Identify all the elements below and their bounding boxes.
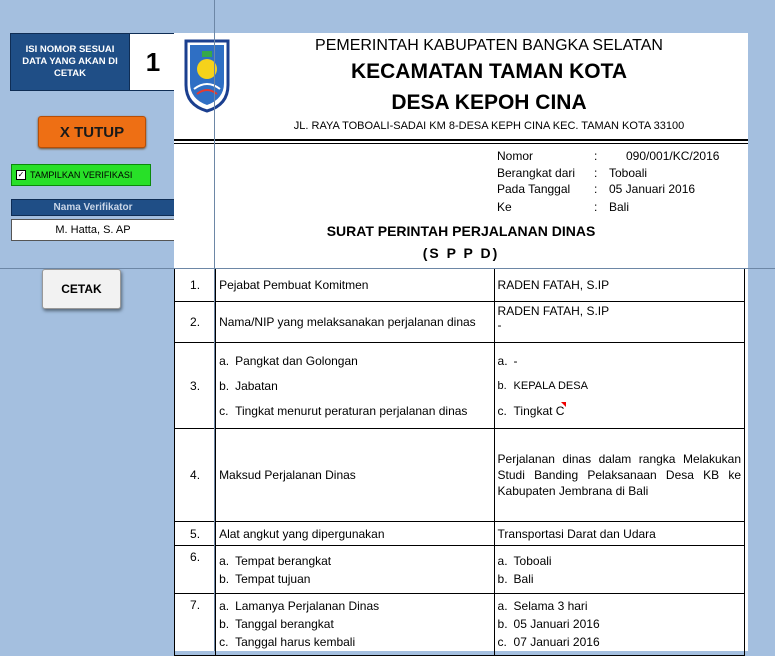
sub-value: a. Selama 3 hari	[497, 599, 588, 613]
verifier-name-field[interactable]: M. Hatta, S. AP	[11, 219, 175, 241]
letterhead-government: PEMERINTAH KABUPATEN BANGKA SELATAN	[315, 37, 663, 54]
table-row	[175, 343, 745, 429]
letterhead-divider-thin	[174, 143, 748, 144]
letterhead-village: DESA KEPOH CINA	[391, 91, 587, 114]
row-number: 5.	[175, 522, 216, 546]
table-row	[175, 269, 745, 302]
show-verification-checkbox[interactable]	[11, 164, 151, 186]
meta-value: Bali	[609, 200, 630, 214]
show-verification-label: TAMPILKAN VERIFIKASI	[30, 170, 133, 180]
table-row	[175, 546, 745, 594]
row-number: 3.	[175, 343, 216, 429]
meta-value: 090/001/KC/2016	[626, 149, 720, 163]
sub-value: b. 05 Januari 2016	[497, 617, 600, 631]
row-value: Transportasi Darat dan Udara	[494, 522, 744, 546]
row-label: Maksud Perjalanan Dinas	[216, 429, 494, 522]
meta-colon: :	[594, 149, 598, 163]
row-number: 6.	[175, 546, 216, 594]
sub-value: c. 07 Januari 2016	[497, 635, 600, 649]
meta-colon: :	[594, 166, 598, 180]
row-number: 4.	[175, 429, 216, 522]
sub-value: b. KEPALA DESA	[497, 379, 588, 392]
letterhead-address: JL. RAYA TOBOALI-SADAI KM 8-DESA KEPH CINA KEC. TAMAN KOTA 33100	[293, 120, 685, 132]
sub-item: a. Pangkat dan Golongan	[219, 353, 358, 368]
row-value: Perjalanan dinas dalam rangka Melakukan Studi Banding Pelaksanaan Desa KB ke Kabupaten Jembrana di Bali	[494, 429, 744, 522]
table-row	[175, 302, 745, 343]
row-label-cell	[216, 546, 494, 594]
sub-value: a. -	[497, 353, 518, 368]
print-button[interactable]: CETAK	[42, 269, 121, 309]
letterhead-divider	[174, 139, 748, 141]
checkbox-check-icon[interactable]: ✓	[17, 170, 25, 179]
meta-label: Ke	[497, 200, 512, 214]
row-value: RADEN FATAH, S.IP	[494, 269, 744, 302]
sub-item: b. Tanggal berangkat	[219, 617, 334, 631]
document-subtitle: (S P P D)	[422, 245, 500, 261]
meta-colon: :	[594, 182, 598, 196]
row-number: 1.	[175, 269, 216, 302]
meta-label: Nomor	[497, 149, 534, 163]
sub-value: a. Toboali	[497, 553, 552, 568]
sheet-split-horizontal[interactable]	[0, 268, 775, 269]
record-number-instruction: ISI NOMOR SESUAI DATA YANG AKAN DI CETAK	[11, 34, 130, 90]
row-number: 7.	[175, 594, 216, 656]
sheet-split-vertical[interactable]	[214, 0, 215, 651]
row-value-cell	[494, 302, 744, 343]
close-button[interactable]: X TUTUP	[38, 116, 146, 148]
regency-emblem-icon	[182, 39, 232, 113]
sub-item: b. Jabatan	[219, 378, 278, 393]
table-row	[175, 522, 745, 546]
sub-value: b. Bali	[497, 571, 534, 586]
record-number-input[interactable]: 1	[130, 34, 176, 90]
row-number: 2.	[175, 302, 216, 343]
table-row	[175, 594, 745, 656]
row-value-cell	[494, 546, 744, 594]
row-label-cell	[216, 343, 494, 429]
sppd-table	[174, 268, 745, 656]
sub-item: c. Tanggal harus kembali	[219, 635, 356, 649]
sub-value: c. Tingkat C	[497, 403, 565, 418]
meta-label: Pada Tanggal	[497, 182, 571, 196]
sub-item: a. Tempat berangkat	[219, 553, 332, 568]
table-row	[175, 429, 745, 522]
verifier-header: Nama Verifikator	[11, 199, 175, 216]
comment-marker[interactable]: Tingkat C	[513, 403, 565, 418]
meta-value: 05 Januari 2016	[609, 182, 696, 196]
sub-item: a. Lamanya Perjalanan Dinas	[219, 599, 380, 613]
row-value-cell	[494, 343, 744, 429]
row-label: Alat angkut yang dipergunakan	[216, 522, 494, 546]
row-value: RADEN FATAH, S.IP	[497, 304, 610, 318]
row-value-nip: -	[497, 318, 502, 332]
row-label: Pejabat Pembuat Komitmen	[216, 269, 494, 302]
meta-colon: :	[594, 200, 598, 214]
row-label: Nama/NIP yang melaksanakan perjalanan dinas	[216, 302, 494, 343]
meta-value: Toboali	[609, 166, 648, 180]
sub-item: c. Tingkat menurut peraturan perjalanan dinas	[219, 403, 468, 418]
sub-item: b. Tempat tujuan	[219, 571, 311, 586]
row-value-cell	[494, 594, 744, 656]
document-title: SURAT PERINTAH PERJALANAN DINAS	[326, 223, 596, 239]
sppd-document	[174, 33, 748, 651]
record-number-box	[10, 33, 177, 91]
row-label-cell	[216, 594, 494, 656]
letterhead-district: KECAMATAN TAMAN KOTA	[350, 60, 628, 83]
meta-label: Berangkat dari	[497, 166, 576, 180]
